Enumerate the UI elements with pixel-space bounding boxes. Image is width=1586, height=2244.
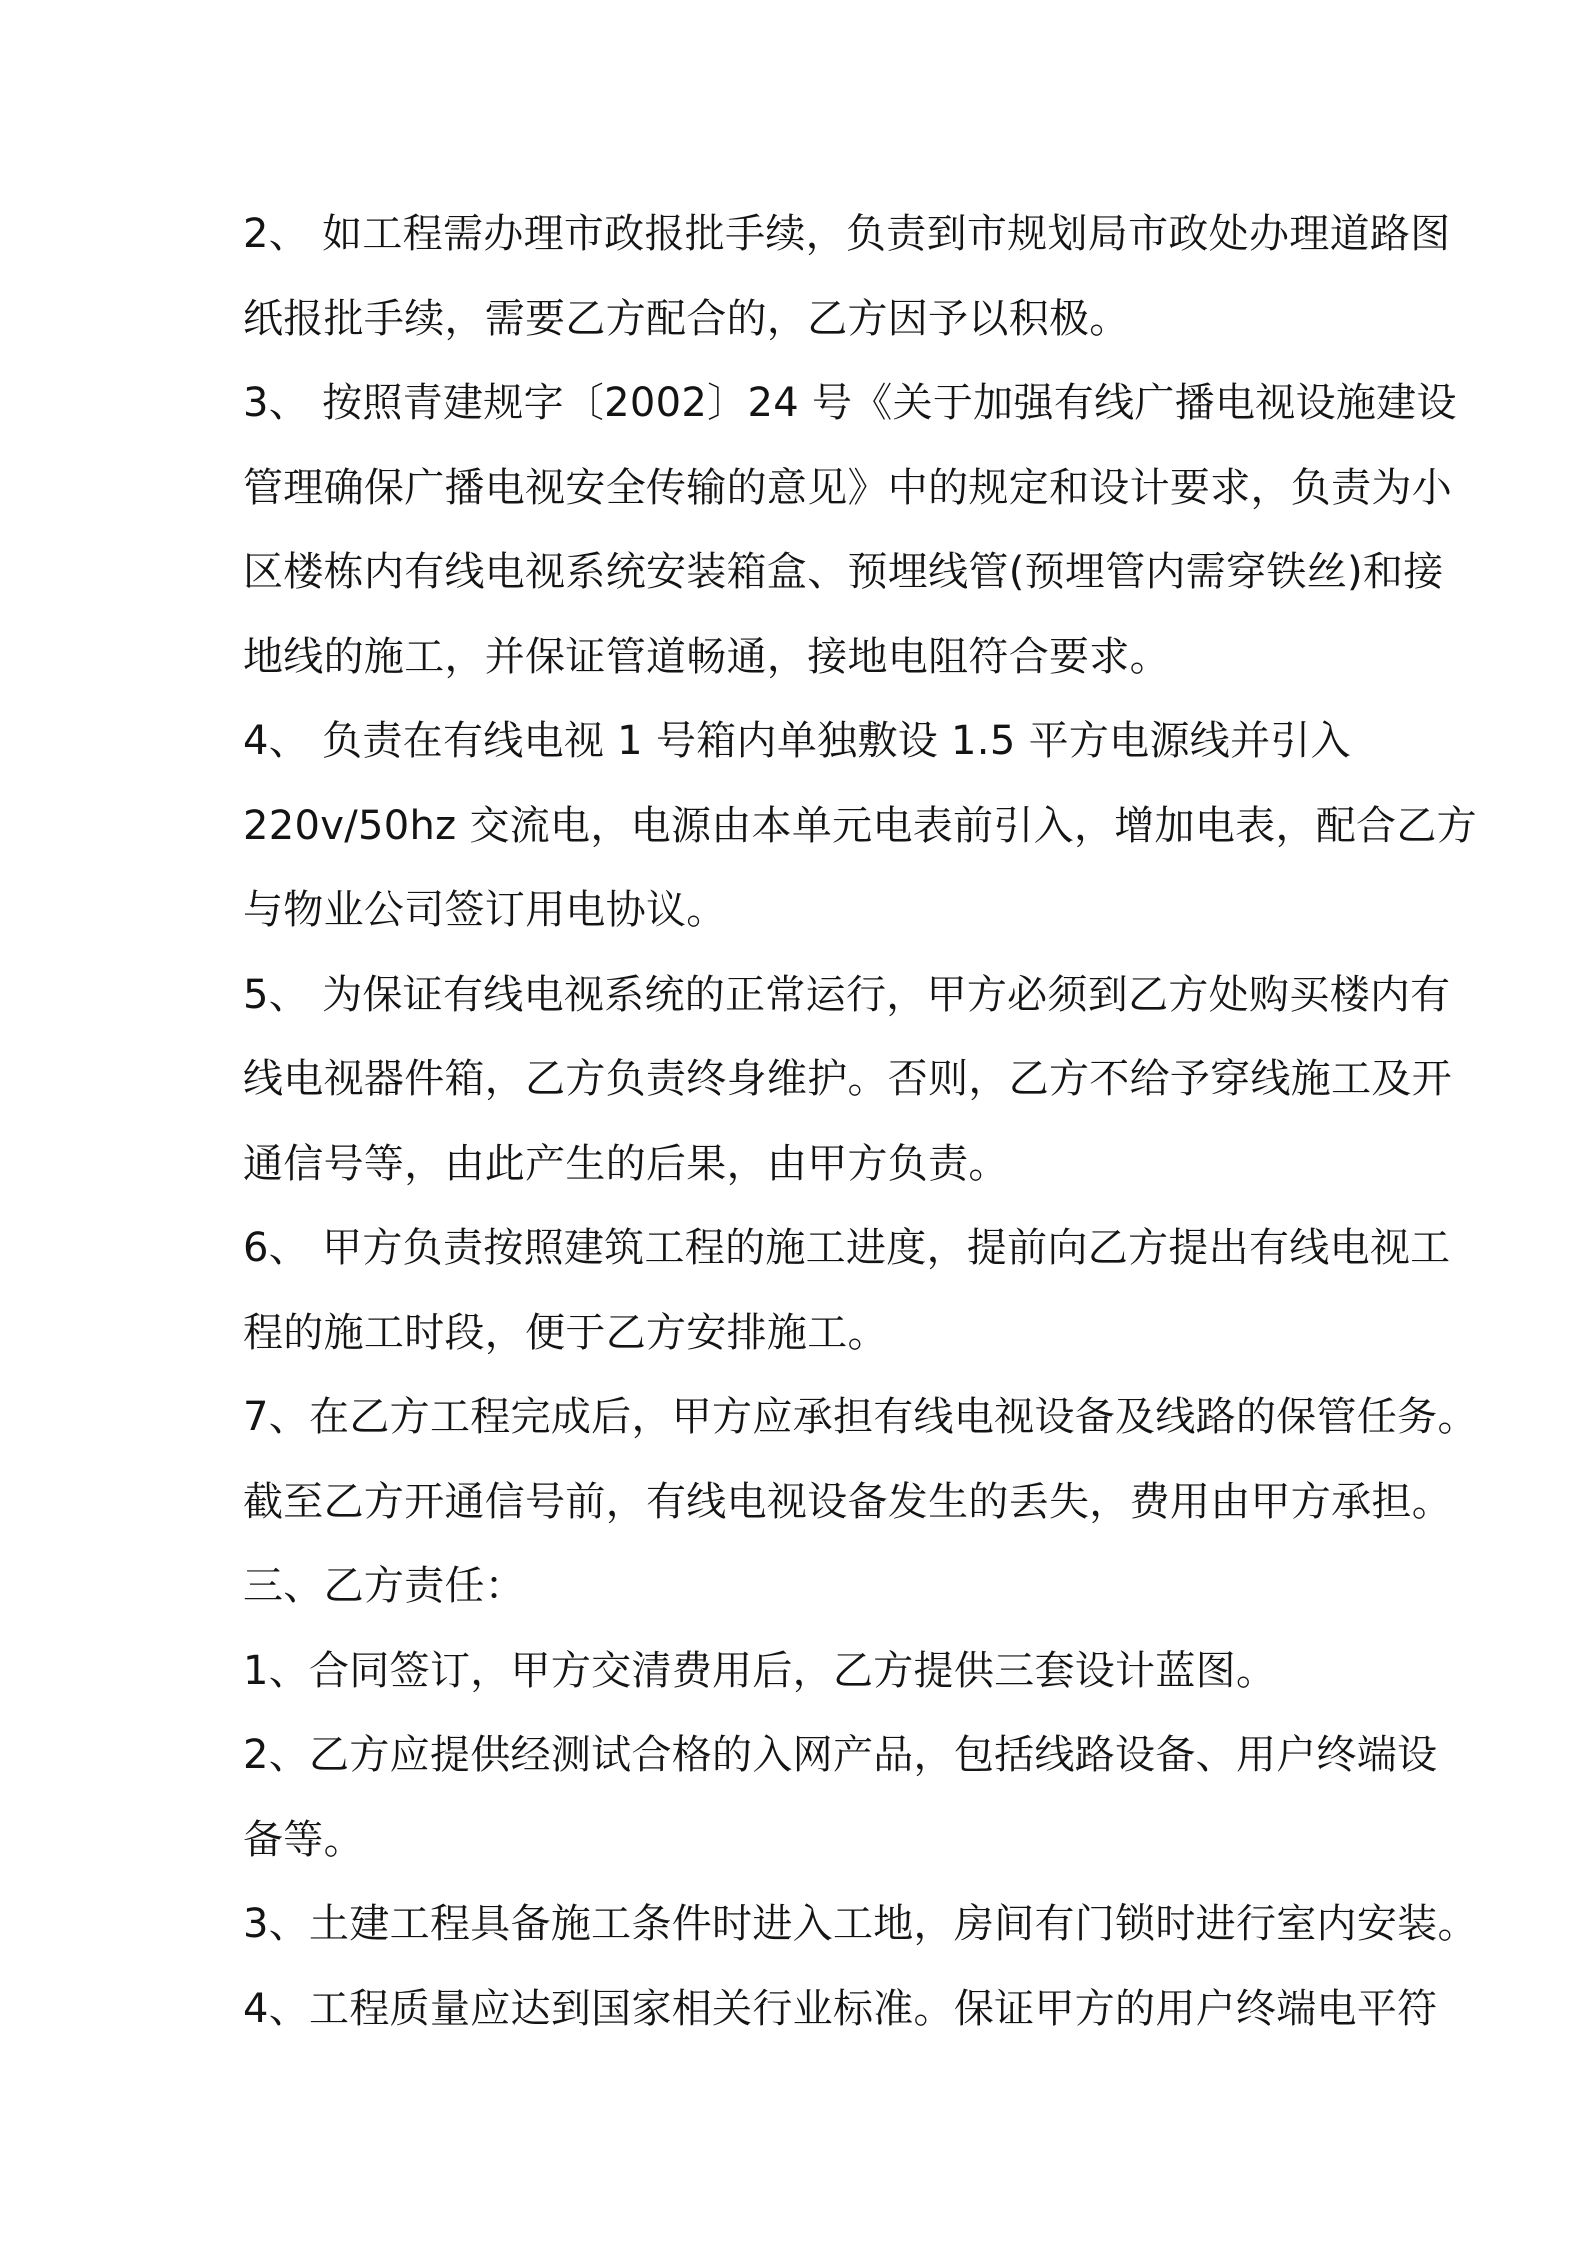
section-heading: 三、乙方责任： [243, 1563, 526, 1609]
text-line: 区楼栋内有线电视系统安装箱盒、预埋线管(预埋管内需穿铁丝)和接 [243, 549, 1444, 595]
text-line: 5、 为保证有线电视系统的正常运行，甲方必须到乙方处购买楼内有 [243, 971, 1451, 1018]
text-line: 纸报批手续，需要乙方配合的，乙方因予以积极。 [243, 295, 1130, 342]
text-line: 管理确保广播电视安全传输的意见》中的规定和设计要求，负责为小 [243, 464, 1452, 511]
text-line: 4、工程质量应达到国家相关行业标准。保证甲方的用户终端电平符 [243, 1985, 1438, 2032]
text-line: 3、 按照青建规字〔2002〕24 号《关于加强有线广播电视设施建设 [243, 380, 1457, 426]
document-body [243, 192, 1478, 2051]
text-line: 2、 如工程需办理市政报批手续，负责到市规划局市政处办理道路图 [243, 211, 1451, 257]
text-line: 通信号等，由此产生的后果，由甲方负责。 [243, 1140, 1009, 1187]
text-line: 1、合同签订，甲方交清费用后，乙方提供三套设计蓝图。 [243, 1647, 1277, 1694]
text-line: 备等。 [243, 1816, 364, 1863]
text-line: 与物业公司签订用电协议。 [243, 887, 727, 933]
text-line: 线电视器件箱，乙方负责终身维护。否则，乙方不给予穿线施工及开 [243, 1056, 1452, 1102]
text-line: 6、 甲方负责按照建筑工程的施工进度，提前向乙方提出有线电视工 [243, 1225, 1451, 1271]
text-line: 地线的施工，并保证管道畅通，接地电阻符合要求。 [243, 633, 1170, 680]
text-line: 2、乙方应提供经测试合格的入网产品，包括线路设备、用户终端设 [243, 1732, 1438, 1778]
text-line: 程的施工时段，便于乙方安排施工。 [243, 1309, 888, 1356]
text-line: 4、 负责在有线电视 1 号箱内单独敷设 1.5 平方电源线并引入 [243, 718, 1351, 764]
text-line: 3、土建工程具备施工条件时进入工地，房间有门锁时进行室内安装。 [243, 1901, 1478, 1947]
text-line: 220v/50hz 交流电，电源由本单元电表前引入，增加电表，配合乙方 [243, 802, 1477, 849]
text-line: 7、在乙方工程完成后，甲方应承担有线电视设备及线路的保管任务。 [243, 1394, 1478, 1440]
text-line: 截至乙方开通信号前，有线电视设备发生的丢失，费用由甲方承担。 [243, 1478, 1452, 1525]
